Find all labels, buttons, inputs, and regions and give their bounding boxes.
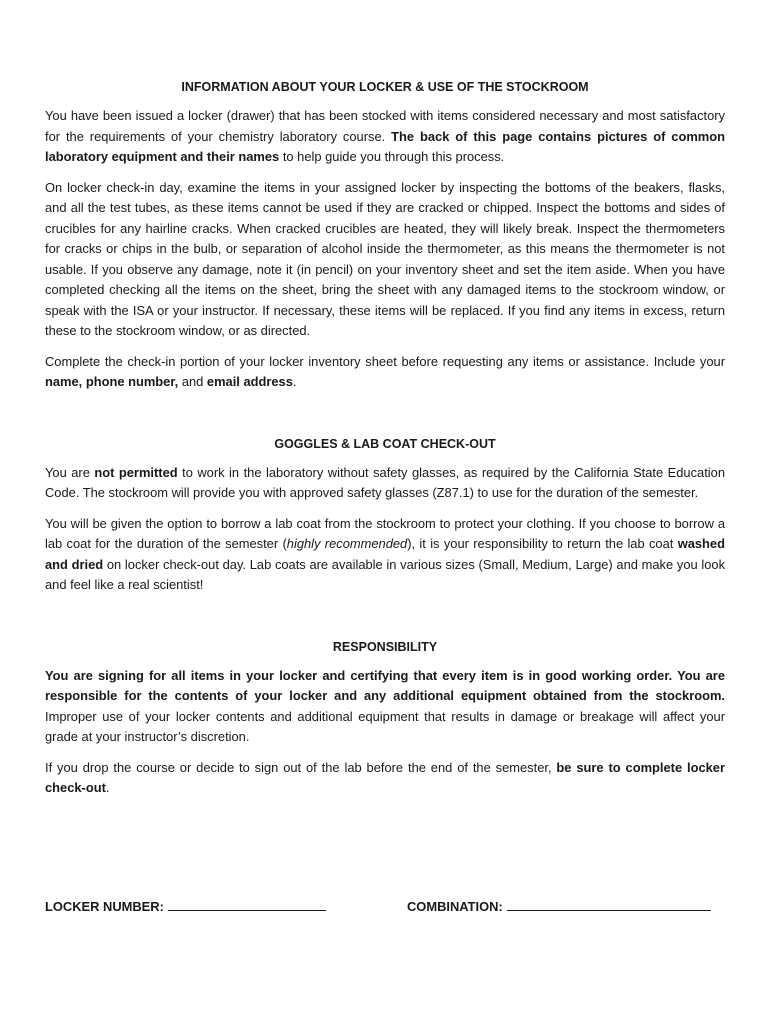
text-run: If you drop the course or decide to sign out of the lab before the end of the semester, bbox=[45, 759, 557, 775]
bold-text-run: be sure to complete locker check-out bbox=[45, 759, 725, 795]
combination-label: COMBINATION: bbox=[407, 899, 503, 914]
text-run: You are bbox=[45, 464, 95, 480]
section-title-goggles: GOGGLES & LAB COAT CHECK-OUT bbox=[274, 436, 496, 451]
text-run: You have been issued a locker (drawer) that has been stocked with items considered necessary and most satisfactory for the requirements of your chemistry laboratory course. bbox=[45, 108, 725, 144]
paragraph-lab-coat bbox=[45, 514, 725, 596]
text-run: Improper use of your locker contents and additional equipment that results in damage or breakage will affect your grade at your instructor’s discretion. bbox=[45, 708, 725, 744]
italic-text-run: highly recommended bbox=[286, 536, 408, 551]
bold-text-run: washed and dried bbox=[45, 536, 725, 572]
text-run: . bbox=[105, 780, 110, 795]
combination-blank[interactable] bbox=[507, 897, 711, 911]
paragraph-check-in-day: On locker check-in day, examine the items in your assigned locker by inspecting the bottoms of the beakers, flasks, and all the test tubes, as these items cannot be used if they are cracked or chipped. Inspect the bottoms and sides of crucibles for any hairline cracks. When cracked crucibles are heated, they will likely break. Inspect the thermometers for cracks or chips in the bulb, or separation of alcohol inside the thermometer, as this means the thermometer is not usable. If you observe any damage, note it (in pencil) on your inventory sheet and set the item aside. When you have completed checking all the items on the sheet, bring the sheet with any damaged items to the stockroom window, or speak with the ISA or your instructor. If necessary, these items will be replaced. If you find any items in excess, return these to the stockroom window, or as directed. bbox=[45, 179, 725, 338]
text-run: to help guide you through this process. bbox=[279, 149, 505, 164]
text-run: You will be given the option to borrow a lab coat from the stockroom to protect your clothing. If you choose to borrow a lab coat for the duration of the semester ( bbox=[45, 515, 725, 551]
text-run: ), it is your responsibility to return the lab coat bbox=[407, 536, 678, 551]
locker-number-field bbox=[45, 897, 326, 917]
text-run: on locker check-out day. Lab coats are available in various sizes (Small, Medium, Large) and make you look and feel like a real scientist! bbox=[45, 556, 726, 592]
text-run: and bbox=[178, 374, 207, 389]
paragraph-safety-glasses bbox=[45, 463, 725, 504]
locker-number-blank[interactable] bbox=[168, 897, 326, 911]
bold-text-run: The back of this page contains pictures of common laboratory equipment and their names bbox=[45, 128, 726, 164]
paragraph-inventory-sheet bbox=[45, 352, 725, 393]
combination-field bbox=[407, 897, 711, 917]
bold-text-run: email address bbox=[206, 374, 293, 389]
bold-text-run: not permitted bbox=[94, 464, 178, 480]
document-page bbox=[45, 76, 725, 799]
section-title-responsibility: RESPONSIBILITY bbox=[332, 639, 438, 654]
text-run: to work in the laboratory without safety glasses, as required by the California State Education Code. The stockroom will provide you with approved safety glasses (Z87.1) to use for the duration of the semester. bbox=[45, 464, 725, 500]
paragraph-drop-course bbox=[45, 758, 725, 799]
text-run: Complete the check-in portion of your locker inventory sheet before requesting any items or assistance. Include your bbox=[45, 353, 725, 369]
paragraph-responsibility bbox=[45, 666, 725, 748]
paragraph-locker-issued bbox=[45, 106, 725, 168]
section-title-locker-info: INFORMATION ABOUT YOUR LOCKER & USE OF THE STOCKROOM bbox=[181, 80, 589, 94]
text-run: . bbox=[292, 374, 297, 389]
bold-text-run: name, phone number, bbox=[45, 374, 179, 389]
locker-number-label: LOCKER NUMBER: bbox=[45, 899, 164, 914]
bold-text-run: You are signing for all items in your locker and certifying that every item is in good working order. You are responsible for the contents of your locker and any additional equipment obtained from the stockroom. bbox=[45, 667, 725, 703]
